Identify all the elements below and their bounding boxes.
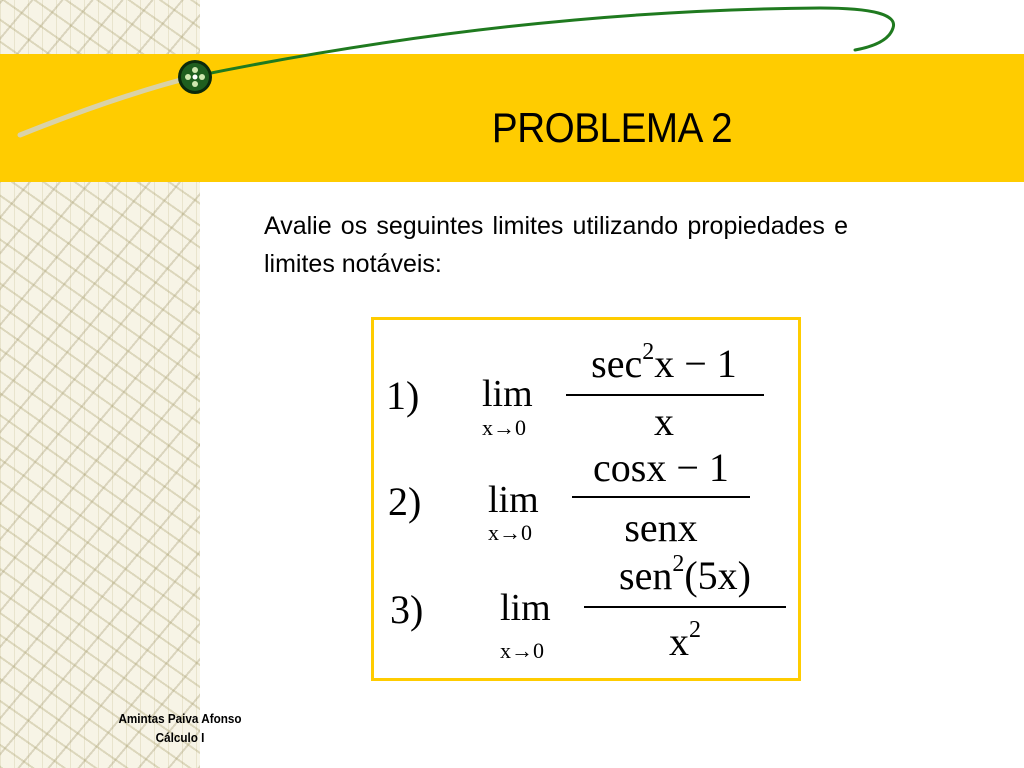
fraction-bar (566, 394, 764, 396)
author-name: Amintas Paiva Afonso (118, 711, 242, 726)
footer-credit (99, 709, 261, 747)
lim-subscript: x→0 (482, 415, 526, 440)
green-orb-icon (176, 58, 214, 96)
numerator: $\sec^2x - 1$ (591, 339, 737, 386)
course-name: Cálculo I (155, 730, 205, 745)
numerator: sen$^2$(5x) (619, 551, 751, 598)
intro-text: Avalie os seguintes limites utilizando propiedades e limites notáveis: (264, 212, 848, 278)
formula-row-2 (374, 445, 798, 558)
denominator: $x^2$ (669, 617, 701, 664)
denominator: x (654, 399, 674, 444)
lim-label: lim (500, 587, 551, 629)
formula-number: 3) (390, 587, 424, 632)
lim-label: lim (488, 479, 539, 521)
page-title: PROBLEMA 2 (491, 104, 733, 151)
formula-number: 1) (386, 373, 420, 418)
lim-subscript: x→0 (488, 520, 532, 545)
numerator: cosx − 1 (593, 445, 729, 490)
denominator: senx (624, 505, 698, 550)
lim-subscript: x→0 (500, 638, 544, 663)
formula-box (371, 317, 801, 681)
formula-row-3 (374, 551, 798, 670)
fraction-bar (584, 606, 786, 608)
fraction-bar (572, 496, 750, 498)
formula-number: 2) (388, 479, 422, 524)
lim-label: lim (482, 373, 533, 415)
formula-row-1 (374, 340, 798, 450)
